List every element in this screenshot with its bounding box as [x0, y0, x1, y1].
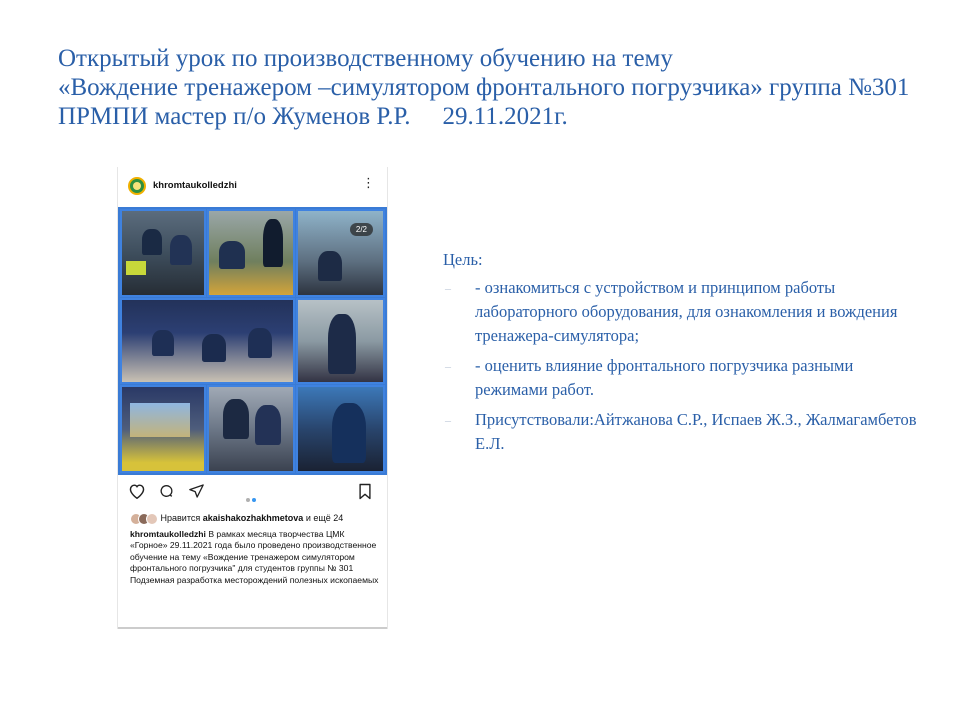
- heart-icon[interactable]: [128, 483, 146, 503]
- list-item: – - ознакомиться с устройством и принципом работы лабораторного оборудования, для ознакомления и вождения тренажера-симулятора;: [445, 278, 898, 345]
- photo-students-simulator-1: [120, 209, 206, 297]
- carousel-dots: [246, 489, 258, 507]
- goals-list: [443, 276, 923, 456]
- comment-icon[interactable]: [158, 483, 175, 503]
- lesson-goals: [443, 248, 923, 462]
- goal-item-2: - оценить влияние фронтального погрузчика разными режимами работ.: [475, 356, 854, 399]
- post-caption: [130, 529, 380, 586]
- likes-user[interactable]: akaishakozhakhmetova: [202, 513, 304, 523]
- photo-teacher-with-student: [296, 385, 385, 473]
- likes-line: [130, 513, 343, 524]
- goals-heading: Цель:: [443, 250, 483, 269]
- instagram-post-screenshot: [117, 167, 388, 629]
- more-options-icon[interactable]: ⋮: [362, 175, 375, 190]
- caption-username[interactable]: khromtaukolledzhi: [130, 529, 206, 539]
- liker-avatars: [130, 513, 158, 524]
- photo-students-at-desk: [207, 385, 295, 473]
- post-header: [118, 167, 387, 205]
- list-item: – Присутствовали:Айтжанова С.Р., Испаев Ж.З., Жалмагамбетов Е.Л.: [445, 410, 917, 453]
- likes-prefix: Нравится: [160, 513, 201, 523]
- avatar[interactable]: [128, 177, 146, 195]
- post-actions: [118, 479, 387, 505]
- attendees-item: Присутствовали:Айтжанова С.Р., Испаев Ж.З., Жалмагамбетов Е.Л.: [475, 410, 917, 453]
- slide-title: [58, 44, 960, 131]
- likes-suffix[interactable]: и ещё 24: [305, 513, 344, 523]
- photo-counter-badge: 2/2: [350, 223, 373, 236]
- divider: [118, 627, 387, 629]
- share-icon[interactable]: [188, 483, 205, 503]
- title-date: 29.11.2021г.: [442, 103, 568, 130]
- photo-students-simulator-2: [207, 209, 295, 297]
- list-item: – - оценить влияние фронтального погрузчика разными режимами работ.: [445, 356, 854, 399]
- photo-simulator-screen: [120, 385, 206, 473]
- post-username[interactable]: khromtaukolledzhi: [153, 180, 237, 191]
- title-line-3: [58, 102, 960, 131]
- caption-text: В рамках месяца творчества ЦМК «Горное» 29.11.2021 года было проведено производственное обучение на тему «Вождение тренажером симулятором фронтального погрузчика" для студентов группы № 301 Подземная разработка месторождений полезных ископаемых: [130, 529, 379, 585]
- photo-collage[interactable]: [118, 207, 387, 475]
- photo-students-simulator-3: [296, 209, 385, 297]
- bookmark-icon[interactable]: [358, 483, 372, 504]
- title-author: ПРМПИ мастер п/о Жуменов Р.Р.: [58, 103, 411, 130]
- title-line-2: «Вождение тренажером –симулятором фронтального погрузчика» группа №301: [58, 74, 910, 101]
- title-line-1: Открытый урок по производственному обучению на тему: [58, 45, 673, 72]
- goal-item-1: - ознакомиться с устройством и принципом работы лабораторного оборудования, для ознакомления и вождения тренажера-симулятора;: [475, 278, 898, 345]
- photo-classroom: [120, 298, 295, 384]
- photo-teacher: [296, 298, 385, 384]
